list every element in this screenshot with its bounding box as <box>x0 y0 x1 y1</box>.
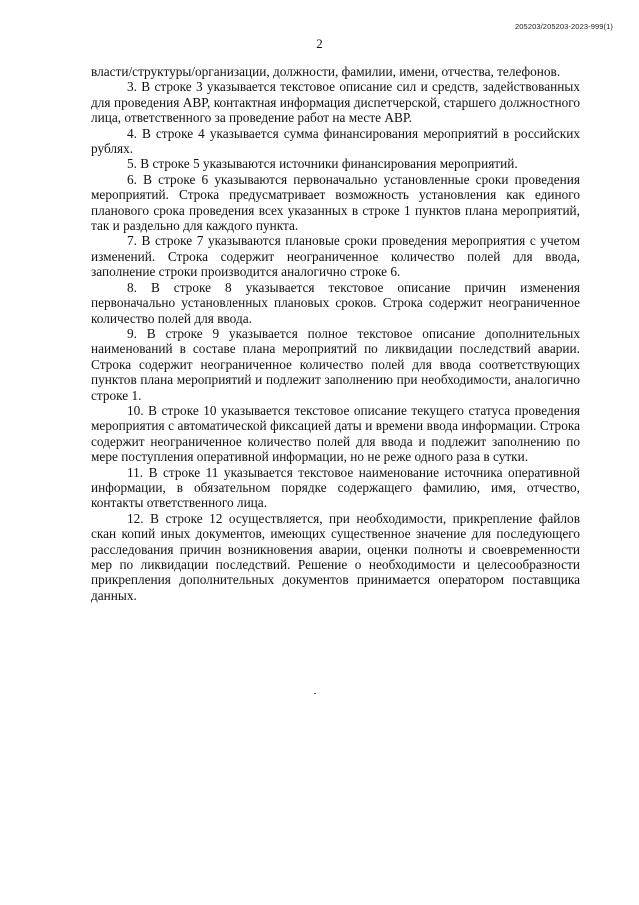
paragraph-item-12: 12. В строке 12 осуществляется, при необходимости, прикрепление файлов скан копий иных документов, имеющих существенное значение для последующего расследования причин возникновения аварии, оценки полноты и своевременности мер по ликвидации последствий. Решение о необходимости и целесообразности прикрепления дополнительных документов принимается оператором поставщика данных. <box>91 510 580 603</box>
paragraph-item-8: 8. В строке 8 указывается текстовое описание причин изменения первоначально установленных плановых сроков. Строка содержит неограниченное количество полей для ввода. <box>91 279 580 326</box>
paragraph-item-6: 6. В строке 6 указываются первоначально установленные сроки проведения мероприятий. Строка предусматривает возможность установления как единого планового срока проведения всех указанных в строке 1 пунктов плана мероприятий, так и раздельно для каждого пункта. <box>91 171 580 234</box>
paragraph-item-7: 7. В строке 7 указываются плановые сроки проведения мероприятия с учетом изменений. Строка содержит неограниченное количество полей для ввода, заполнение строки производится аналогично строке 6. <box>91 233 580 280</box>
document-id: 205203/205203-2023-999(1) <box>515 22 613 31</box>
document-body <box>91 64 580 603</box>
paragraph-item-3: 3. В строке 3 указывается текстовое описание сил и средств, задействованных для проведения АВР, контактная информация диспетчерской, старшего должностного лица, ответственного за проведение работ на месте АВР. <box>91 79 580 126</box>
scan-artifact-dot <box>314 693 316 694</box>
paragraph-item-10: 10. В строке 10 указывается текстовое описание текущего статуса проведения мероприятия с автоматической фиксацией даты и времени ввода информации. Строка содержит неограниченное количество полей для ввода и подлежит заполнению по мере поступления оперативной информации, но не реже одного раза в сутки. <box>91 402 580 465</box>
paragraph-continuation: власти/структуры/организации, должности, фамилии, имени, отчества, телефонов. <box>91 64 561 79</box>
paragraph-item-4: 4. В строке 4 указывается сумма финансирования мероприятий в российских рублях. <box>91 125 580 157</box>
page-number: 2 <box>316 36 323 51</box>
paragraph-item-9: 9. В строке 9 указывается полное текстовое описание дополнительных наименований в составе плана мероприятий по ликвидации последствий аварии. Строка содержит неограниченное количество полей для ввода соответствующих пунктов плана мероприятий и подлежит заполнению при необходимости, аналогично строке 1. <box>91 325 580 403</box>
paragraph-item-11: 11. В строке 11 указывается текстовое наименование источника оперативной информации, в обязательном порядке содержащего фамилию, имя, отчество, контакты ответственного лица. <box>91 464 580 511</box>
paragraph-item-5: 5. В строке 5 указываются источники финансирования мероприятий. <box>127 156 518 172</box>
